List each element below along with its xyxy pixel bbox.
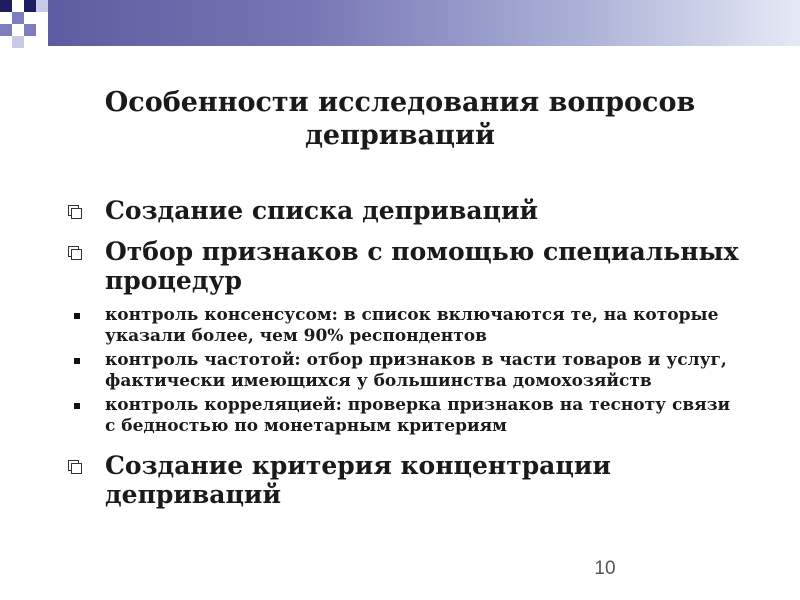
list-item xyxy=(66,237,746,295)
sub-list-item xyxy=(66,395,746,437)
sub-list-item-text: контроль частотой: отбор признаков в части товаров и услуг, фактически имеющихся у большинства домохозяйств xyxy=(105,350,727,391)
list-item xyxy=(66,196,746,225)
slide-title-line: Особенности исследования вопросов xyxy=(104,87,696,118)
square-bullet-icon xyxy=(74,403,80,409)
bullet-list xyxy=(66,196,746,521)
checkbox-bullet-icon xyxy=(68,460,80,472)
decor-square-icon xyxy=(24,24,36,36)
decor-square-icon xyxy=(12,12,24,24)
square-bullet-icon xyxy=(74,313,80,319)
list-item-text: Отбор признаков с помощью специальных процедур xyxy=(105,237,739,295)
sub-list-item xyxy=(66,305,746,347)
list-item-text: Создание критерия концентрации деприваций xyxy=(105,451,611,509)
slide-title xyxy=(60,86,740,152)
decor-square-icon xyxy=(0,24,12,36)
checkbox-bullet-icon xyxy=(68,246,80,258)
decor-square-icon xyxy=(36,0,48,12)
decor-square-icon xyxy=(0,0,12,12)
decor-square-icon xyxy=(24,0,36,12)
sub-list-item-text: контроль корреляцией: проверка признаков на тесноту связи с бедностью по монетарным критериям xyxy=(105,395,731,436)
list-item xyxy=(66,451,746,509)
list-item-text: Создание списка деприваций xyxy=(105,196,539,225)
checkbox-bullet-icon xyxy=(68,205,80,217)
decor-square-icon xyxy=(12,36,24,48)
slide-title-line: деприваций xyxy=(304,120,496,151)
sub-list-item xyxy=(66,350,746,392)
header-gradient-bar xyxy=(48,0,800,46)
square-bullet-icon xyxy=(74,358,80,364)
page-number: 10 xyxy=(594,558,616,579)
sub-list-item-text: контроль консенсусом: в список включаются те, на которые указали более, чем 90% респондентов xyxy=(105,305,719,346)
